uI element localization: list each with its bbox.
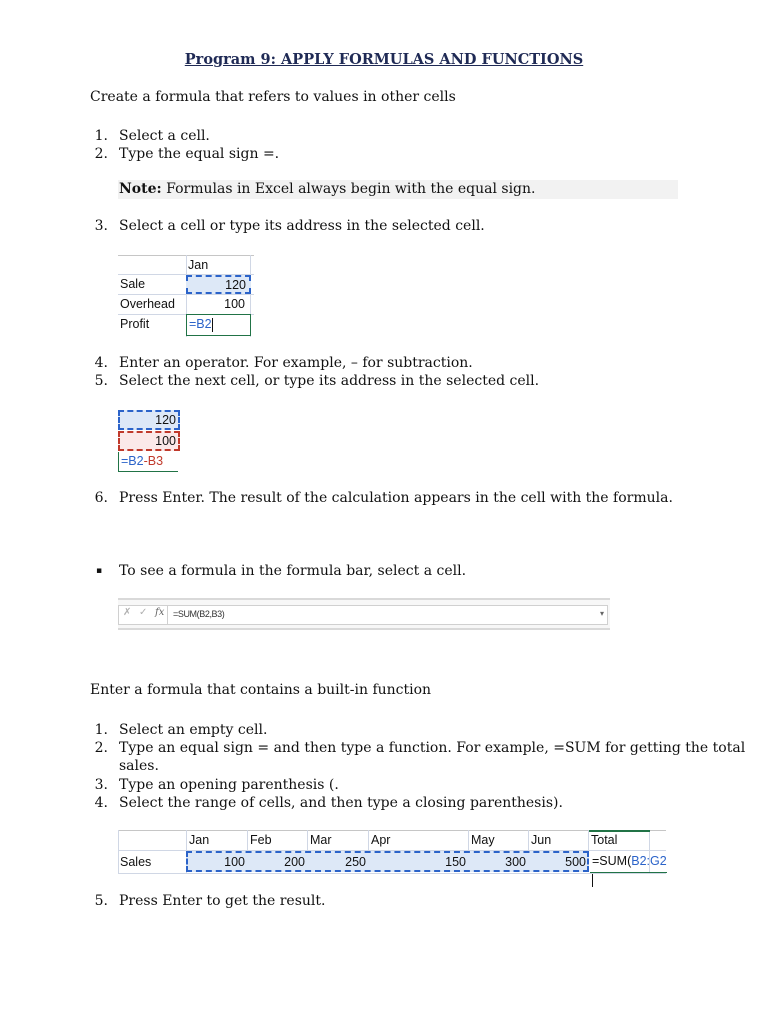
cell-value: 200 [284,855,305,869]
column-header: Jan [189,833,210,847]
spreadsheet-image-1 [118,255,254,337]
page-title: Program 9: APPLY FORMULAS AND FUNCTIONS [184,51,584,68]
bullet-icon: ▪ [96,566,103,576]
formula-input[interactable]: =SUM(B2,B3) [173,609,225,619]
cancel-icon[interactable]: ✗ [123,607,132,618]
selected-cell-b2: 120 [118,410,180,430]
row-label: Sales [120,855,152,869]
spreadsheet-image-3 [118,830,666,874]
column-header: Total [591,833,618,847]
cell-value: 100 [224,297,245,311]
cell-value: 300 [505,855,526,869]
active-cell: =SUM(B2:G2 [590,852,667,873]
column-header: May [471,833,495,847]
column-header: Jun [531,833,552,847]
row-label: Overhead [120,297,175,311]
active-cell [186,314,251,336]
active-cell: =B2-B3 [118,452,178,472]
cell-value: 250 [345,855,366,869]
cell-value: 500 [565,855,586,869]
column-header: Mar [310,833,332,847]
section2-intro: Enter a formula that contains a built-in function [90,682,432,698]
row-label: Sale [120,277,146,291]
column-header: Apr [371,833,391,847]
section1-intro: Create a formula that refers to values in other cells [90,89,456,105]
enter-icon[interactable]: ✓ [139,607,148,618]
selected-cell-b2: 120 [186,275,251,294]
chevron-down-icon[interactable]: ▾ [599,609,604,618]
formula-text: =B2 [189,317,212,331]
text-cursor [212,318,213,332]
note-text: Formulas in Excel always begin with the equal sign. [161,181,536,197]
spreadsheet-image-2 [118,408,180,472]
cell-value: 150 [445,855,466,869]
column-header: Feb [250,833,272,847]
formula-bar [118,605,608,625]
column-header-jan: Jan [188,258,209,272]
divider [167,606,168,624]
note-label: Note: [119,181,162,197]
formula-bar-image [118,598,610,630]
row-label: Profit [120,317,150,331]
fx-icon[interactable]: fx [155,607,165,618]
text-cursor [592,874,593,887]
cell-value: 100 [224,855,245,869]
selected-cell-b3: 100 [118,431,180,451]
note-box [118,180,678,199]
